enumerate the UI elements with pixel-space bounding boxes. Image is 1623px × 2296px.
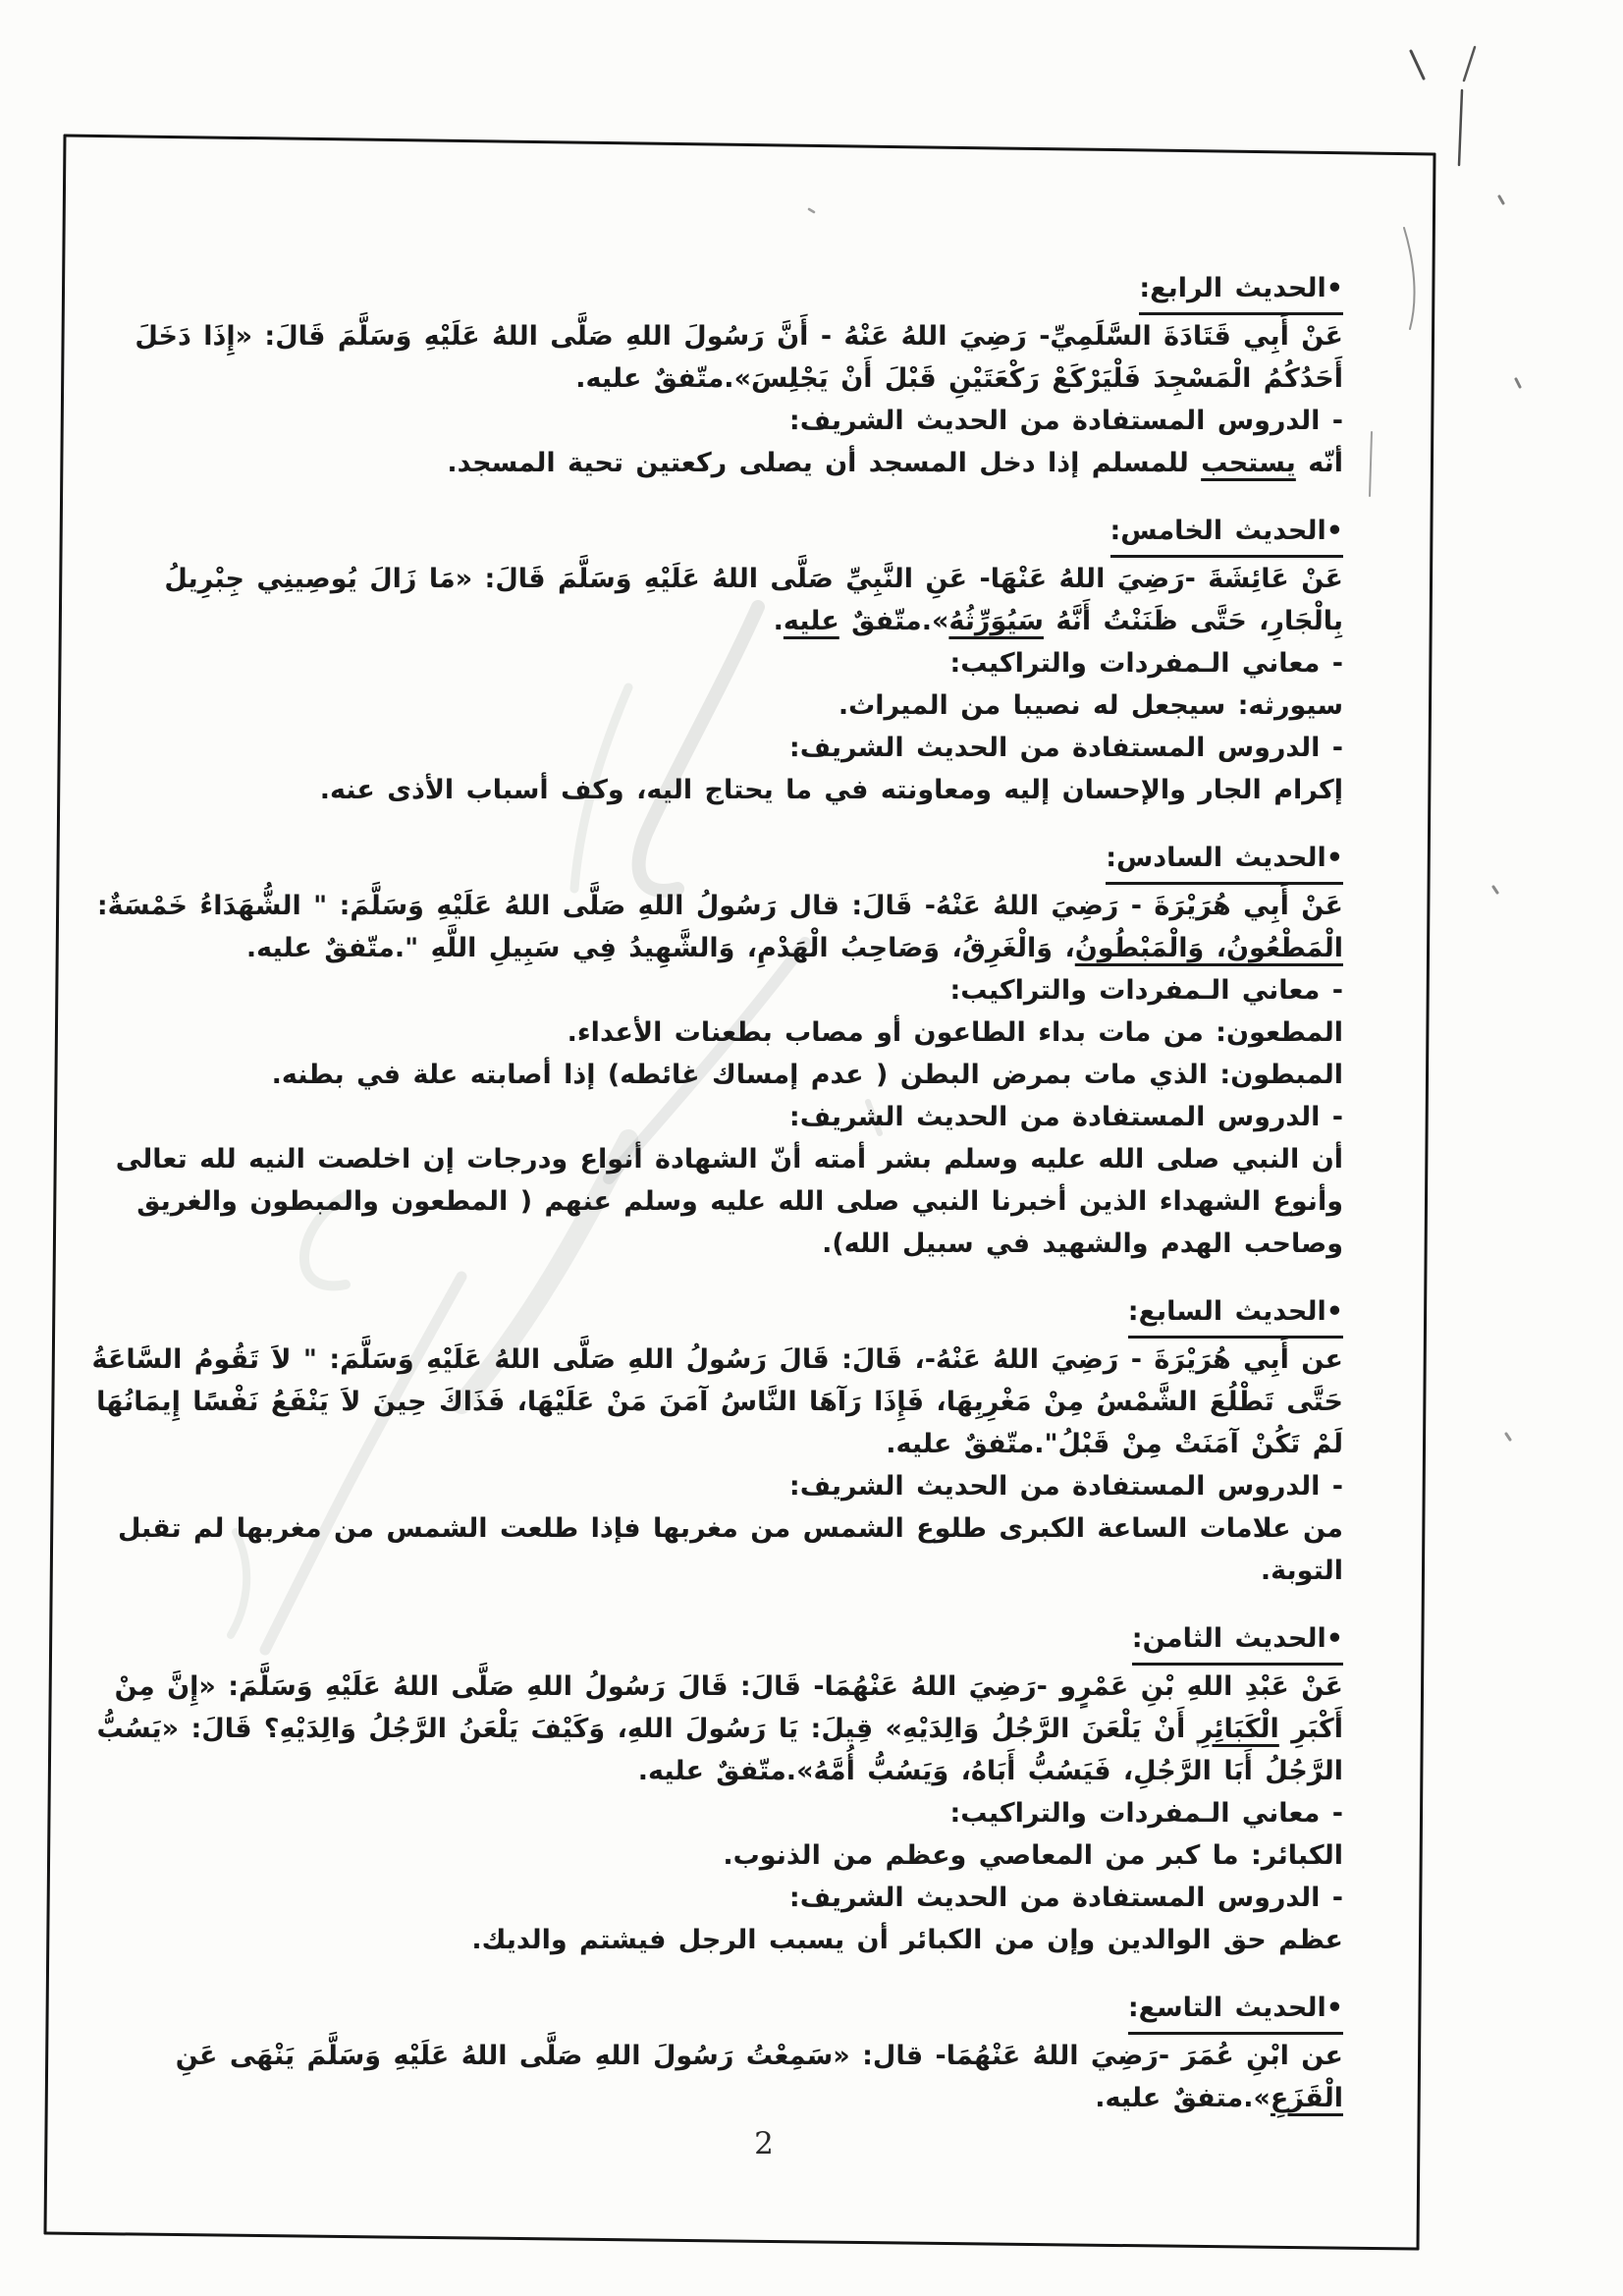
hadith-section [96,837,1343,1265]
text-line [185,400,1343,442]
text-line [185,1750,1343,1792]
text-line [136,1180,1343,1223]
text-segment: المبطون: الذي مات بمرض البطن ( عدم إمساك غائطه) إذا أصابته علة في بطنه. [271,1060,1343,1090]
text-line [185,442,1343,484]
text-line [96,1381,1343,1423]
text-segment: . [773,606,784,636]
hadith-section [135,267,1343,484]
text-segment: إكرام الجار والإحسان إليه ومعاونته في ما يحتاج اليه، وكف أسباب الأذى عنه. [319,775,1343,805]
text-segment: أَحَدُكُمُ الْمَسْجِدَ فَلْيَرْكَعْ رَكْعَتَيْنِ قَبْلَ أَنْ يَجْلِسَ».متّفقٌ عليه. [575,363,1343,394]
text-segment: سيورثه: سيجعل له نصيبا من الميراث. [838,690,1343,721]
hadith-section [175,1987,1343,2119]
text-segment: أن النبي صلى الله عليه وسلم بشر أمته أنّ الشهادة أنواع ودرجات إن اخلصت النيه لله تعالى [115,1144,1343,1175]
text-segment: التوبة. [1260,1556,1343,1586]
text-line [185,600,1343,642]
text-segment: - معاني الـمفردات والتراكيب: [949,975,1343,1006]
text-line [185,1834,1343,1877]
underlined-text: عليه [783,606,839,636]
text-line [185,1919,1343,1961]
hadith-heading-text: •الحديث الرابع: [1139,267,1343,315]
text-segment: عن أَبِي هُرَيْرَةَ - رَضِيَ اللهُ عَنْهُ-، قَالَ: قَالَ رَسُولُ اللهِ صَلَّى اللهُ عَلَيْهِ وَسَلَّمَ: " لاَ تَقُومُ السَّاعَةُ [91,1344,1343,1375]
text-segment: من علامات الساعة الكبرى طلوع الشمس من مغربها فإذا طلعت الشمس من مغربها لم تقبل [117,1513,1343,1544]
text-line [185,1423,1343,1465]
text-line [185,1054,1343,1096]
underlined-text: سَيُوَرِّثُهُ [948,606,1044,636]
text-segment: - معاني الـمفردات والتراكيب: [949,648,1343,679]
text-segment: وأنوع الشهداء الذين أخبرنا النبي صلى الله عليه وسلم عنهم ( المطعون والمبطون والغريق [136,1186,1343,1217]
hadith-heading-text: •الحديث السابع: [1128,1290,1343,1339]
hadith-section [91,1290,1343,1592]
text-line [185,1223,1343,1265]
text-segment: - الدروس المستفادة من الحديث الشريف: [788,1471,1343,1502]
page-number: 2 [754,2126,774,2161]
text-line [185,642,1343,684]
text-line [185,727,1343,769]
text-line [91,1339,1343,1381]
text-segment: عَنْ عَائِشَةَ -رَضِيَ اللهُ عَنْهَا- عَنِ النَّبِيِّ صَلَّى اللهُ عَلَيْهِ وَسَلَّمَ قَالَ: «مَا زَالَ يُوصِينِي جِبْرِيلُ [164,564,1343,594]
text-line [185,1011,1343,1054]
text-line [185,769,1343,811]
underlined-text: الْقَزَعِ [1270,2083,1343,2113]
hadith-heading-text: •الحديث السادس: [1106,837,1343,885]
text-segment: عن ابْنِ عُمَرَ -رَضِيَ اللهُ عَنْهُمَا- قال: «سَمِعْتُ رَسُولَ اللهِ صَلَّى اللهُ عَلَيْهِ وَسَلَّمَ يَنْهَى عَنِ [175,2041,1343,2071]
hadith-heading [185,510,1343,558]
text-segment: - الدروس المستفادة من الحديث الشريف: [788,733,1343,763]
text-segment: - الدروس المستفادة من الحديث الشريف: [788,1102,1343,1132]
text-line [185,684,1343,727]
text-line [117,1507,1343,1550]
hadith-section [164,510,1343,811]
text-segment: حَتَّى تَطْلُعَ الشَّمْسُ مِنْ مَغْرِبِهَا، فَإِذَا رَآهَا النَّاسُ آمَنَ مَنْ عَلَيْهَا، فَذَاكَ حِينَ لاَ يَنْفَعُ نَفْسًا إِيمَانُهَا [96,1387,1343,1417]
text-segment: - الدروس المستفادة من الحديث الشريف: [788,406,1343,436]
text-segment: - الدروس المستفادة من الحديث الشريف: [788,1883,1343,1913]
hadith-heading-text: •الحديث التاسع: [1128,1987,1343,2035]
hadith-heading [185,1290,1343,1339]
text-segment: أَكْبَرِ [1278,1714,1343,1744]
text-segment: عَنْ عَبْدِ اللهِ بْنِ عَمْرٍو -رَضِيَ اللهُ عَنْهُمَا- قَالَ: قَالَ رَسُولُ اللهِ صَلَّى اللهُ عَلَيْهِ وَسَلَّمَ: «إِنَّ مِنْ [114,1671,1343,1702]
text-segment: أنّه [1295,448,1343,478]
hadith-heading-text: •الحديث الثامن: [1132,1617,1343,1666]
hadith-heading [185,1987,1343,2035]
text-segment: ».متفقٌ عليه. [1095,2083,1271,2113]
text-line [185,1465,1343,1507]
text-segment: ، وَالْغَرِقُ، وَصَاحِبُ الْهَدْمِ، وَالشَّهِيدُ فِي سَبِيلِ اللَّهِ ".متّفقٌ عليه. [245,933,1075,963]
text-segment: عَنْ أَبِي قَتَادَةَ السَّلَمِيِّ- رَضِيَ اللهُ عَنْهُ - أَنَّ رَسُولَ اللهِ صَلَّى اللهُ عَلَيْهِ وَسَلَّمَ قَالَ: «إِذَا دَخَلَ [135,321,1343,352]
underlined-text: الْكَبَائِرِ [1197,1714,1279,1744]
text-line [185,357,1343,400]
text-line [185,927,1343,969]
text-line [185,1877,1343,1919]
text-line [96,885,1343,927]
text-segment: المطعون: من مات بداء الطاعون أو مصاب بطعنات الأعداء. [567,1017,1343,1048]
text-segment: ».متّفقٌ [839,606,949,636]
hadith-heading [185,837,1343,885]
text-line [185,969,1343,1011]
document-content [91,267,1343,2145]
text-segment: - معاني الـمفردات والتراكيب: [949,1798,1343,1829]
text-line [96,1708,1343,1750]
underlined-text: يستحب [1201,448,1296,478]
hadith-section [96,1617,1343,1961]
text-line [135,315,1343,357]
text-segment: الكبائر: ما كبر من المعاصي وعظم من الذنوب. [723,1840,1343,1871]
text-line [164,558,1343,600]
text-segment: لَمْ تَكُنْ آمَنَتْ مِنْ قَبْلُ".متّفقٌ عليه. [886,1429,1343,1459]
text-line [175,2035,1343,2077]
text-segment: للمسلم إذا دخل المسجد أن يصلى ركعتين تحية المسجد. [447,448,1202,478]
text-segment: وصاحب الهدم والشهيد في سبيل الله). [822,1229,1343,1259]
underlined-text: الْمَطْعُونُ، وَالْمَبْطُونُ [1074,933,1343,963]
hadith-heading-text: •الحديث الخامس: [1110,510,1344,558]
text-line [185,1096,1343,1138]
text-segment: أَنْ يَلْعَنَ الرَّجُلُ وَالِدَيْهِ» قِيلَ: يَا رَسُولَ اللهِ، وَكَيْفَ يَلْعَنُ الرَّجُلُ وَالِدَيْهِ؟ قَالَ: «يَسُبُّ [96,1714,1198,1744]
text-segment: عَنْ أَبِي هُرَيْرَةَ - رَضِيَ اللهُ عَنْهُ- قَالَ: قال رَسُولُ اللهِ صَلَّى اللهُ عَلَيْهِ وَسَلَّمَ: " الشُّهَدَاءُ خَمْسَةٌ: [96,891,1343,921]
hadith-heading [185,1617,1343,1666]
text-segment: بِالْجَارِ، حَتَّى ظَنَنْتُ أَنَّهُ [1043,606,1343,636]
text-segment: الرَّجُلُ أَبَا الرَّجُلِ، فَيَسُبُّ أَبَاهُ، وَيَسُبُّ أُمَّهُ».متّفقٌ عليه. [637,1756,1343,1786]
hadith-heading [185,267,1343,315]
text-line [115,1138,1343,1180]
text-line [185,2077,1343,2119]
text-line [114,1666,1343,1708]
text-line [185,1550,1343,1592]
text-line [185,1792,1343,1834]
text-segment: عظم حق الوالدين وإن من الكبائر أن يسبب الرجل فيشتم والديك. [471,1925,1343,1955]
